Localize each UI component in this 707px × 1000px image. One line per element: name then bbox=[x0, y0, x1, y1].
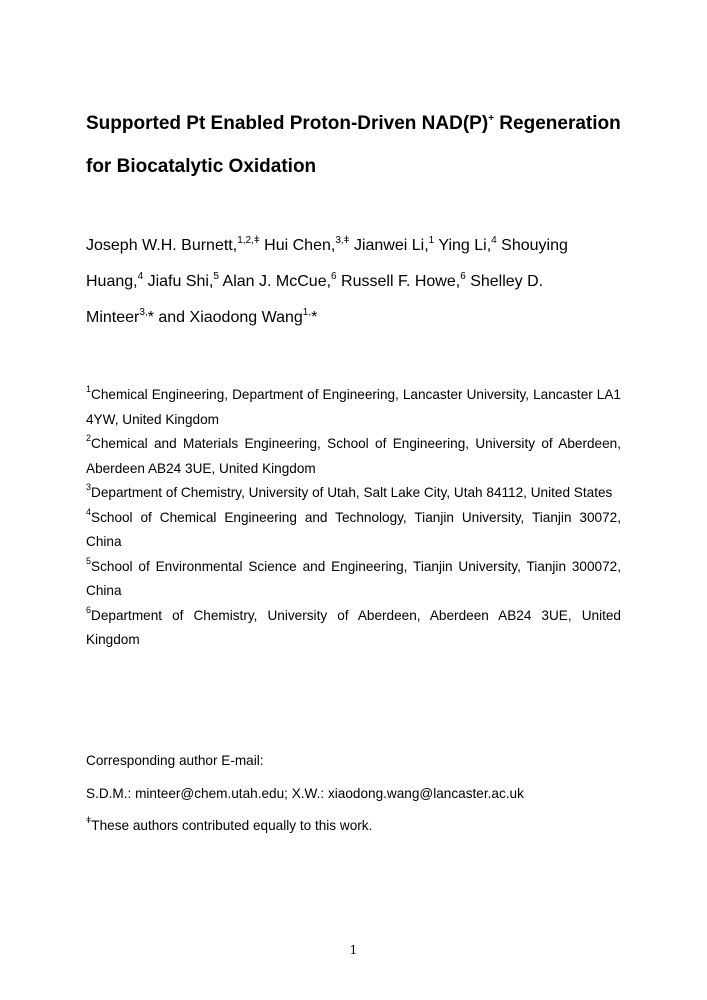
affiliation-item bbox=[86, 604, 621, 653]
equal-contribution-mark: ǂ bbox=[86, 815, 92, 826]
author-name: Shelley D. bbox=[465, 273, 544, 290]
author-name: Jiafu Shi, bbox=[143, 273, 214, 290]
author-line-1 bbox=[86, 236, 626, 256]
author-affiliation-marker: 3,ǂ bbox=[335, 234, 350, 246]
author-name: Minteer bbox=[86, 309, 140, 326]
affiliation-item bbox=[86, 383, 621, 432]
affiliation-number: 4 bbox=[86, 506, 92, 517]
affiliation-item bbox=[86, 432, 621, 481]
affiliations-list bbox=[86, 383, 621, 653]
equal-contribution-note: $^ǂ$These authors contributed equally to this work. bbox=[86, 815, 373, 833]
affiliation-text: Department of Chemistry, University of Utah, Salt Lake City, Utah 84112, United States bbox=[91, 485, 613, 500]
affiliation-text: Department of Chemistry, University of Aberdeen, Aberdeen AB24 3UE, United Kingdom bbox=[86, 607, 621, 647]
title-superscript: + bbox=[488, 112, 495, 124]
author-name: Alan J. McCue, bbox=[218, 273, 332, 290]
affiliation-number: 6 bbox=[86, 604, 92, 615]
affiliation-text: Chemical Engineering, Department of Engineering, Lancaster University, Lancaster LA1 4YW, United Kingdom bbox=[86, 387, 621, 427]
paper-title-line-2 bbox=[86, 156, 646, 178]
author-name: * bbox=[311, 309, 318, 326]
author-affiliation-marker: 1, bbox=[302, 306, 312, 318]
affiliation-number: 3 bbox=[86, 482, 92, 493]
author-name: * and Xiaodong Wang bbox=[147, 309, 303, 326]
author-affiliation-marker: 1,2,ǂ bbox=[237, 234, 260, 246]
affiliation-item bbox=[86, 481, 621, 506]
affiliation-item bbox=[86, 506, 621, 555]
affiliation-item bbox=[86, 555, 621, 604]
corresponding-author-heading: Corresponding author E-mail: bbox=[86, 753, 264, 768]
author-line-2 bbox=[86, 272, 626, 292]
affiliation-text: Chemical and Materials Engineering, School of Engineering, University of Aberdeen, Aberdeen AB24 3UE, United Kingdom bbox=[86, 436, 621, 476]
author-affiliation-marker: 4 bbox=[137, 270, 144, 282]
author-name: Joseph W.H. Burnett, bbox=[86, 237, 238, 254]
author-affiliation-marker: 4 bbox=[491, 234, 497, 246]
corresponding-author-emails: S.D.M.: minteer@chem.utah.edu; X.W.: xiaodong.wang@lancaster.ac.uk bbox=[86, 786, 524, 801]
author-affiliation-marker: 5 bbox=[213, 270, 219, 282]
affiliation-text: School of Chemical Engineering and Technology, Tianjin University, Tianjin 30072, China bbox=[86, 509, 621, 549]
author-name: Jianwei Li, bbox=[349, 237, 429, 254]
author-name: Ying Li, bbox=[434, 237, 492, 254]
affiliation-number: 5 bbox=[86, 555, 92, 566]
author-affiliation-marker: 3, bbox=[139, 306, 148, 318]
title-text-line-2: for Biocatalytic Oxidation bbox=[86, 156, 317, 177]
author-name: Huang, bbox=[86, 273, 138, 290]
paper-title-line-1 bbox=[86, 113, 646, 135]
author-name: Russell F. Howe, bbox=[336, 273, 461, 290]
title-text-end: Regeneration bbox=[494, 113, 621, 134]
affiliation-number: 1 bbox=[86, 384, 92, 395]
author-name: Shouying bbox=[496, 237, 568, 254]
page-number: 1 bbox=[349, 943, 358, 957]
affiliation-number: 2 bbox=[86, 433, 92, 444]
author-affiliation-marker: 1 bbox=[428, 234, 435, 246]
affiliation-text: School of Environmental Science and Engineering, Tianjin University, Tianjin 300072, China bbox=[86, 558, 621, 598]
author-affiliation-marker: 6 bbox=[460, 270, 466, 282]
author-affiliation-marker: 6 bbox=[331, 270, 337, 282]
author-line-3 bbox=[86, 308, 626, 328]
author-name: Hui Chen, bbox=[259, 237, 336, 254]
title-text: Supported Pt Enabled Proton-Driven NAD(P) bbox=[86, 113, 489, 134]
